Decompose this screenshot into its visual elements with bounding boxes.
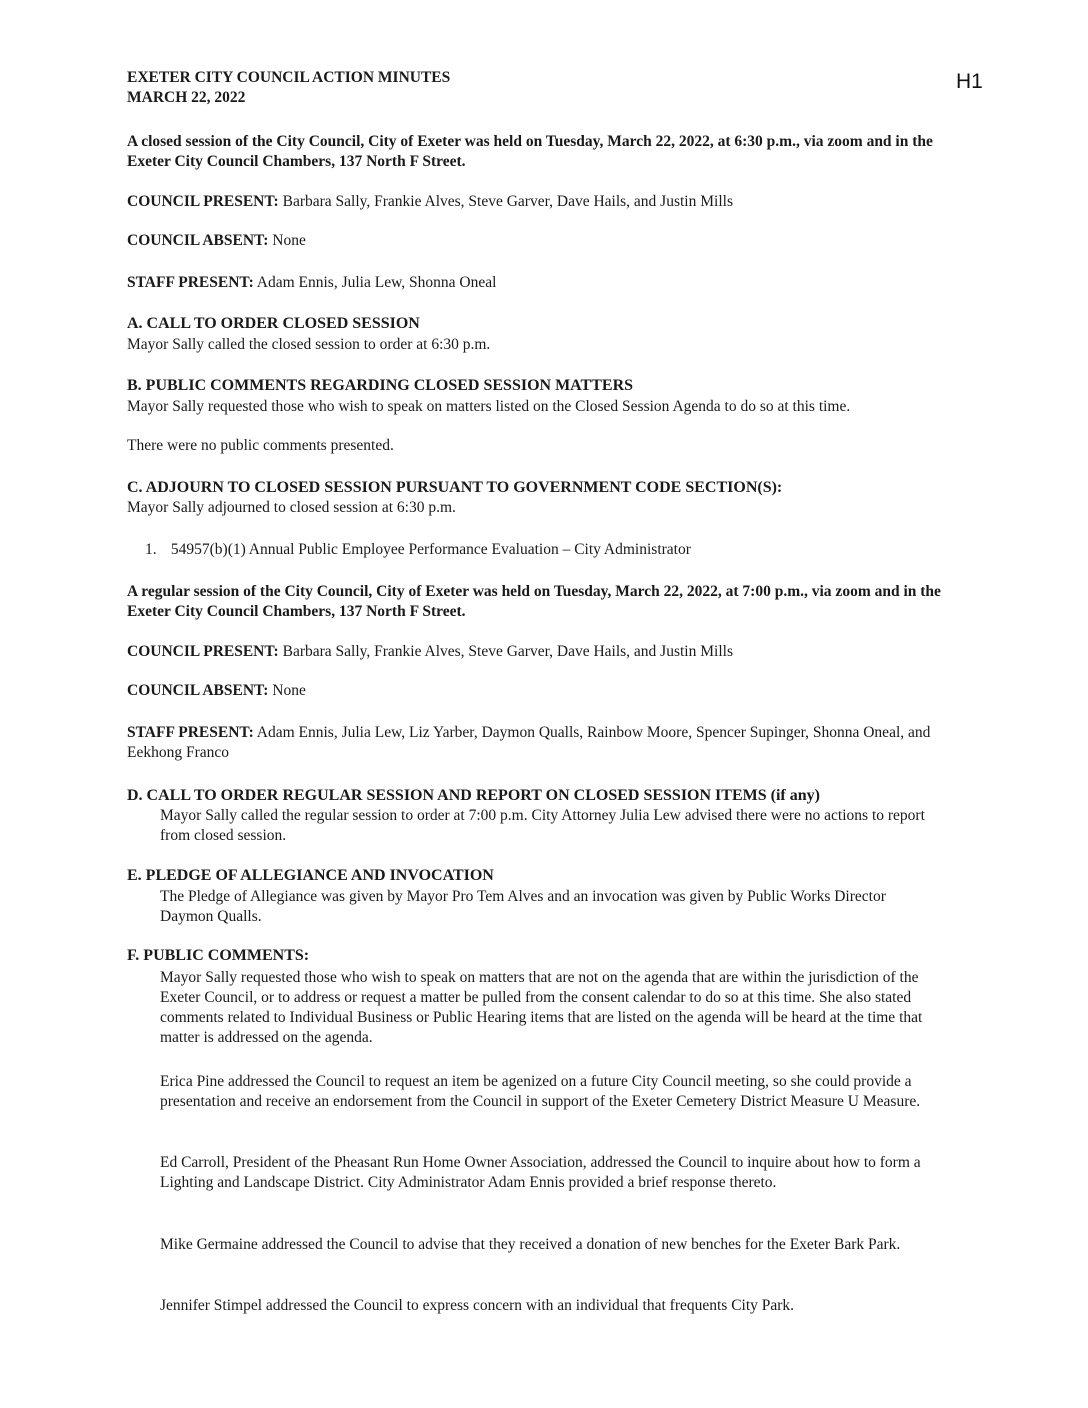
closed-session-intro: A closed session of the City Council, City of Exeter was held on Tuesday, March 22, 2022, at 6:30 p.m., via zoom and in the Exeter City Council Chambers, 137 North F Street. bbox=[127, 133, 933, 170]
section-f-body: Mayor Sally requested those who wish to speak on matters that are not on the agenda that are within the jurisdiction of the Exeter Council, or to address or request a matter be pulled from the consent calendar to do so at this time. She also stated comments related to Individual Business or Public Hearing items that are listed on the agenda will be heard at the time that matter is addressed on the agenda. bbox=[160, 969, 923, 1046]
section-c-list-item bbox=[145, 540, 691, 560]
section-a-heading: A. CALL TO ORDER CLOSED SESSION bbox=[127, 315, 420, 332]
section-b-body: Mayor Sally requested those who wish to speak on matters listed on the Closed Session Agenda to do so at this time. bbox=[127, 398, 851, 415]
section-c-body: Mayor Sally adjourned to closed session at 6:30 p.m. bbox=[127, 499, 456, 516]
closed-council-absent-label: COUNCIL ABSENT: bbox=[127, 232, 269, 249]
regular-staff-present-names: Adam Ennis, Julia Lew, Liz Yarber, Daymon Qualls, Rainbow Moore, Spencer Supinger, Shonna Oneal, and Eekhong Franco bbox=[127, 724, 931, 761]
section-f-heading: F. PUBLIC COMMENTS: bbox=[127, 947, 310, 964]
section-a-body: Mayor Sally called the closed session to order at 6:30 p.m. bbox=[127, 336, 491, 353]
regular-council-present-label: COUNCIL PRESENT: bbox=[127, 643, 279, 660]
section-e-heading: E. PLEDGE OF ALLEGIANCE AND INVOCATION bbox=[127, 867, 494, 884]
section-d-heading: D. CALL TO ORDER REGULAR SESSION AND REPORT ON CLOSED SESSION ITEMS (if any) bbox=[127, 787, 820, 804]
regular-council-present-names: Barbara Sally, Frankie Alves, Steve Garver, Dave Hails, and Justin Mills bbox=[282, 643, 733, 660]
closed-council-absent-names: None bbox=[272, 232, 306, 249]
regular-staff-present-label: STAFF PRESENT: bbox=[127, 724, 254, 741]
section-c-heading: C. ADJOURN TO CLOSED SESSION PURSUANT TO GOVERNMENT CODE SECTION(S): bbox=[127, 479, 783, 496]
section-b-body2: There were no public comments presented. bbox=[127, 437, 394, 454]
list-item-number: 1. bbox=[145, 541, 157, 558]
page-tag: H1 bbox=[956, 70, 983, 93]
closed-council-present-label: COUNCIL PRESENT: bbox=[127, 193, 279, 210]
regular-council-absent-names: None bbox=[272, 682, 306, 699]
document-date: MARCH 22, 2022 bbox=[127, 89, 246, 106]
regular-session-intro: A regular session of the City Council, City of Exeter was held on Tuesday, March 22, 2022, at 7:00 p.m., via zoom and in the Exeter City Council Chambers, 137 North F Street. bbox=[127, 583, 941, 620]
section-d-body: Mayor Sally called the regular session to order at 7:00 p.m. City Attorney Julia Lew advised there were no actions to report from closed session. bbox=[160, 807, 925, 844]
closed-staff-present-label: STAFF PRESENT: bbox=[127, 274, 254, 291]
list-item-text: 54957(b)(1) Annual Public Employee Performance Evaluation – City Administrator bbox=[170, 541, 691, 558]
closed-council-present-names: Barbara Sally, Frankie Alves, Steve Garver, Dave Hails, and Justin Mills bbox=[282, 193, 733, 210]
closed-council-absent bbox=[127, 231, 306, 251]
public-comment-4: Jennifer Stimpel addressed the Council to express concern with an individual that frequents City Park. bbox=[160, 1297, 795, 1314]
regular-staff-present bbox=[127, 723, 962, 763]
closed-staff-present bbox=[127, 273, 496, 293]
public-comment-2: Ed Carroll, President of the Pheasant Run Home Owner Association, addressed the Council to inquire about how to form a Lighting and Landscape District. City Administrator Adam Ennis provided a brief response thereto. bbox=[160, 1154, 921, 1191]
regular-council-absent-label: COUNCIL ABSENT: bbox=[127, 682, 269, 699]
public-comment-1: Erica Pine addressed the Council to request an item be agenized on a future City Council meeting, so she could provide a presentation and receive an endorsement from the Council in support of the Exeter Cemetery District Measure U Measure. bbox=[160, 1073, 921, 1110]
section-e-body: The Pledge of Allegiance was given by Mayor Pro Tem Alves and an invocation was given by Public Works Director Daymon Qualls. bbox=[160, 888, 886, 925]
regular-council-absent bbox=[127, 681, 306, 701]
closed-council-present bbox=[127, 192, 733, 212]
regular-council-present bbox=[127, 642, 733, 662]
document-title: EXETER CITY COUNCIL ACTION MINUTES bbox=[127, 69, 451, 86]
closed-staff-present-names: Adam Ennis, Julia Lew, Shonna Oneal bbox=[256, 274, 497, 291]
public-comment-3: Mike Germaine addressed the Council to advise that they received a donation of new benches for the Exeter Bark Park. bbox=[160, 1236, 901, 1253]
section-b-heading: B. PUBLIC COMMENTS REGARDING CLOSED SESSION MATTERS bbox=[127, 377, 634, 394]
